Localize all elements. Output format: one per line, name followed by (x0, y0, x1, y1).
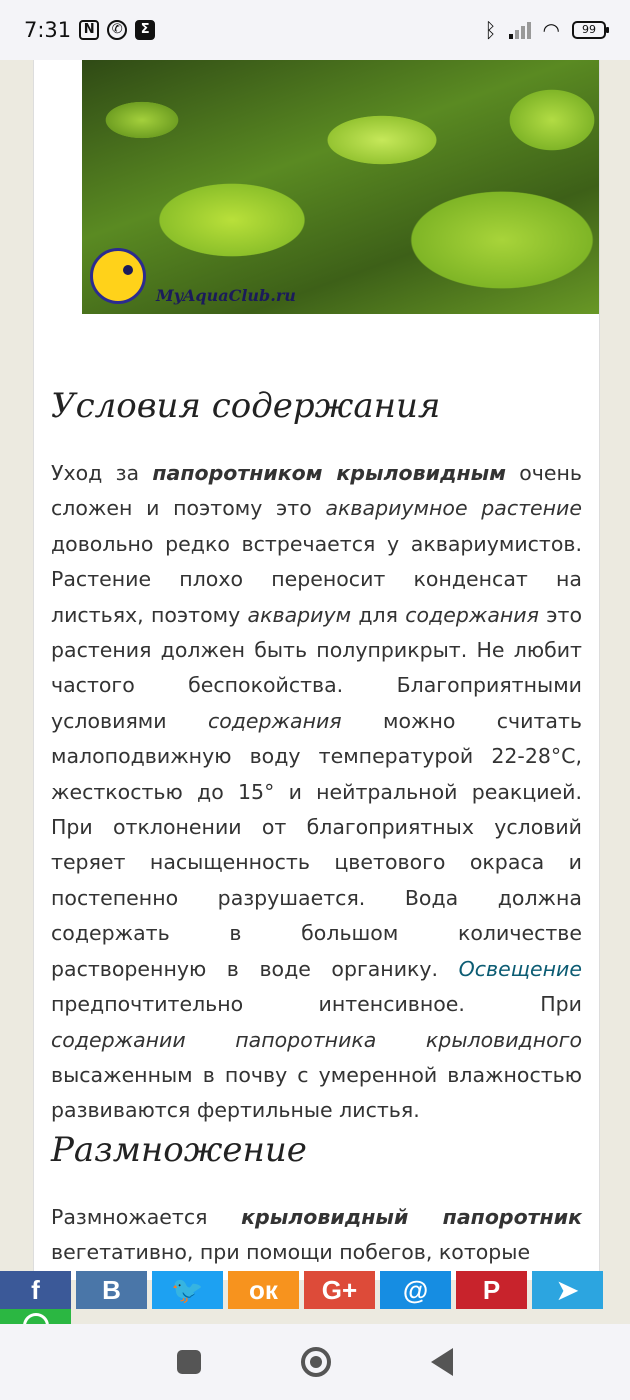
back-button[interactable] (431, 1348, 453, 1376)
system-nav-bar (0, 1324, 630, 1400)
section-heading-reproduction: Размножение (51, 1130, 307, 1170)
clock: 7:31 (24, 18, 72, 42)
whatsapp-share-button[interactable] (0, 1309, 71, 1325)
status-bar (0, 0, 630, 60)
battery-icon: 99 (572, 21, 606, 39)
pinterest-share-button[interactable]: P (456, 1271, 527, 1309)
paragraph-conditions: Уход за папоротником крыловидным очень сложен и поэтому это аквариумное растение довольно редко встречается у аквариумистов. Растение плохо переносит конденсат на листьях, поэтому аквариум для содержания это растения должен быть полуприкрыт. Не любит частого беспокойства. Благоприятными условиями содержания можно считать малоподвижную воду температурой 22-28°С, жесткостью до 15° и нейтральной реакцией. При отклонении от благоприятных условий теряет насыщенность цветового окраса и постепенно разрушается. Вода должна содержать в большом количестве растворенную в воде органику. Освещение предпочтительно интенсивное. При содержании папоротника крыловидного высаженным в почву с умеренной влажностью развиваются фертильные листья. (51, 461, 583, 1123)
facebook-share-button[interactable]: f (0, 1271, 71, 1309)
wifi-icon: ◠ (542, 18, 560, 42)
googleplus-share-button[interactable]: G+ (304, 1271, 375, 1309)
email-share-button[interactable]: @ (380, 1271, 451, 1309)
section-heading-conditions: Условия содержания (51, 386, 441, 426)
article-content (33, 60, 600, 1280)
vk-share-button[interactable]: В (76, 1271, 147, 1309)
sigma-icon: Σ (135, 20, 155, 40)
paragraph-reproduction: Размножается крыловидный папоротник вегетативно, при помощи побегов, которые (51, 1205, 582, 1265)
home-button[interactable] (301, 1347, 331, 1377)
nfc-icon: N (79, 20, 99, 40)
recents-button[interactable] (177, 1350, 201, 1374)
signal-icon (509, 21, 531, 39)
share-bar (0, 1271, 630, 1323)
bluetooth-icon: ᛒ (484, 18, 497, 42)
plant-photo (82, 60, 600, 314)
odnoklassniki-share-button[interactable]: ок (228, 1271, 299, 1309)
fish-logo-icon (90, 248, 146, 304)
photo-watermark: MyAquaClub.ru (156, 286, 296, 305)
telegram-share-button[interactable]: ➤ (532, 1271, 603, 1309)
lighting-link[interactable]: Освещение (458, 956, 582, 981)
whatsapp-icon: ✆ (107, 20, 127, 40)
twitter-share-button[interactable]: 🐦 (152, 1271, 223, 1309)
